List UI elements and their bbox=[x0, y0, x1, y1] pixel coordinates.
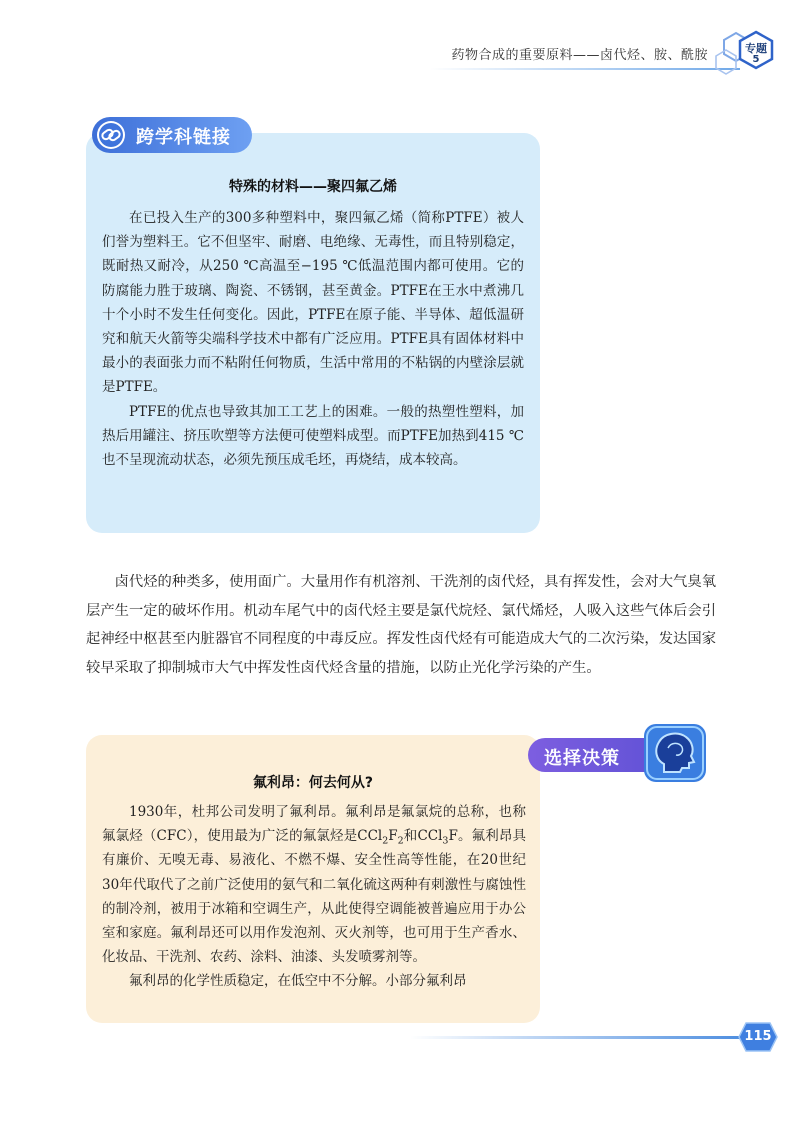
box1-paragraph-2: PTFE的优点也导致其加工工艺上的困难。一般的热塑性塑料，加热后用罐注、挤压吹塑等方法便可使塑料成型。而PTFE加热到415 ℃也不呈现流动状态，必须先预压成毛坯，再烧结，成本较高。 bbox=[102, 403, 524, 469]
formula1-part-b: F bbox=[388, 828, 398, 845]
formula2-part-b: F bbox=[448, 828, 458, 845]
interdisciplinary-tab bbox=[92, 117, 252, 153]
running-header-title: 药物合成的重要原料——卤代烃、胺、酰胺 bbox=[451, 48, 708, 63]
decision-tab-label: 选择决策 bbox=[544, 748, 620, 769]
box2-body bbox=[102, 800, 526, 994]
box2-paragraph-2: 氟利昂的化学性质稳定，在低空中不分解。小部分氟利昂 bbox=[129, 973, 467, 990]
box2-p1-part-b: 。氟利昂具有廉价、无嗅无毒、易液化、不燃不爆、安全性高等性能，在20世纪30年代取代了之前广泛使用的氨气和二氧化硫这两种有刺激性与腐蚀性的制冷剂，被用于冰箱和空调生产，从此使得空调能被普遍应用于办公室和家庭。氟利昂还可以用作发泡剂、灭火剂等，也可用于生产香水、化妆品、干洗剂、农药、涂料、油漆、头发喷雾剂等。 bbox=[102, 828, 527, 966]
box2-paragraph-1 bbox=[102, 800, 526, 969]
page-number-badge bbox=[738, 1022, 778, 1052]
interdisciplinary-tab-label: 跨学科链接 bbox=[136, 127, 231, 148]
formula2-subscript: 3 bbox=[442, 835, 449, 847]
topic-label: 专题 bbox=[745, 42, 767, 55]
topic-badge bbox=[736, 30, 776, 70]
main-paragraph: 卤代烃的种类多，使用面广。大量用作有机溶剂、干洗剂的卤代烃，具有挥发性，会对大气臭氧层产生一定的破坏作用。机动车尾气中的卤代烃主要是氯代烷烃、氯代烯烃，人吸入这些气体后会引起神经中枢甚至内脏器官不同程度的中毒反应。挥发性卤代烃有可能造成大气的二次污染，发达国家较早采取了抑制城市大气中挥发性卤代烃含量的措施，以防止光化学污染的产生。 bbox=[86, 574, 716, 676]
and-word: 和 bbox=[403, 828, 418, 845]
formula2-part-a: CCl bbox=[417, 828, 443, 845]
header-rule bbox=[430, 68, 740, 70]
formula-ccl2f2 bbox=[357, 828, 404, 847]
topic-number: 5 bbox=[752, 54, 760, 65]
box1-title: 特殊的材料——聚四氟乙烯 bbox=[229, 179, 397, 195]
box1-body bbox=[102, 206, 524, 472]
formula1-part-a: CCl bbox=[357, 828, 383, 845]
page-number: 115 bbox=[744, 1029, 772, 1044]
thinking-head-icon bbox=[642, 722, 708, 784]
formula1-subscript-2: 2 bbox=[397, 835, 404, 847]
chain-link-icon bbox=[96, 120, 126, 150]
formula-ccl3f bbox=[417, 828, 458, 847]
box2-p1-part-a: 1930年，杜邦公司发明了氟利昂。氟利昂是氟氯烷的总称，也称氟氯烃（CFC），使用最为广泛的氟氯烃是 bbox=[102, 804, 526, 845]
formula1-subscript-1: 2 bbox=[382, 835, 389, 847]
box1-paragraph-1: 在已投入生产的300多种塑料中，聚四氟乙烯（简称PTFE）被人们誉为塑料王。它不但坚牢、耐磨、电绝缘、无毒性，而且特别稳定，既耐热又耐冷，从250 ℃高温至−195 ℃低温范围内都可使用。它的防腐能力胜于玻璃、陶瓷、不锈钢，甚至黄金。PTFE在王水中煮沸几十个小时不发生任何变化。因此，PTFE在原子能、半导体、超低温研究和航天火箭等尖端科学技术中都有广泛应用。PTFE具有固体材料中最小的表面张力而不粘附任何物质，生活中常用的不粘锅的内壁涂层就是PTFE。 bbox=[102, 210, 524, 396]
box2-title: 氟利昂：何去何从? bbox=[252, 775, 374, 791]
footer-line bbox=[410, 1036, 740, 1039]
